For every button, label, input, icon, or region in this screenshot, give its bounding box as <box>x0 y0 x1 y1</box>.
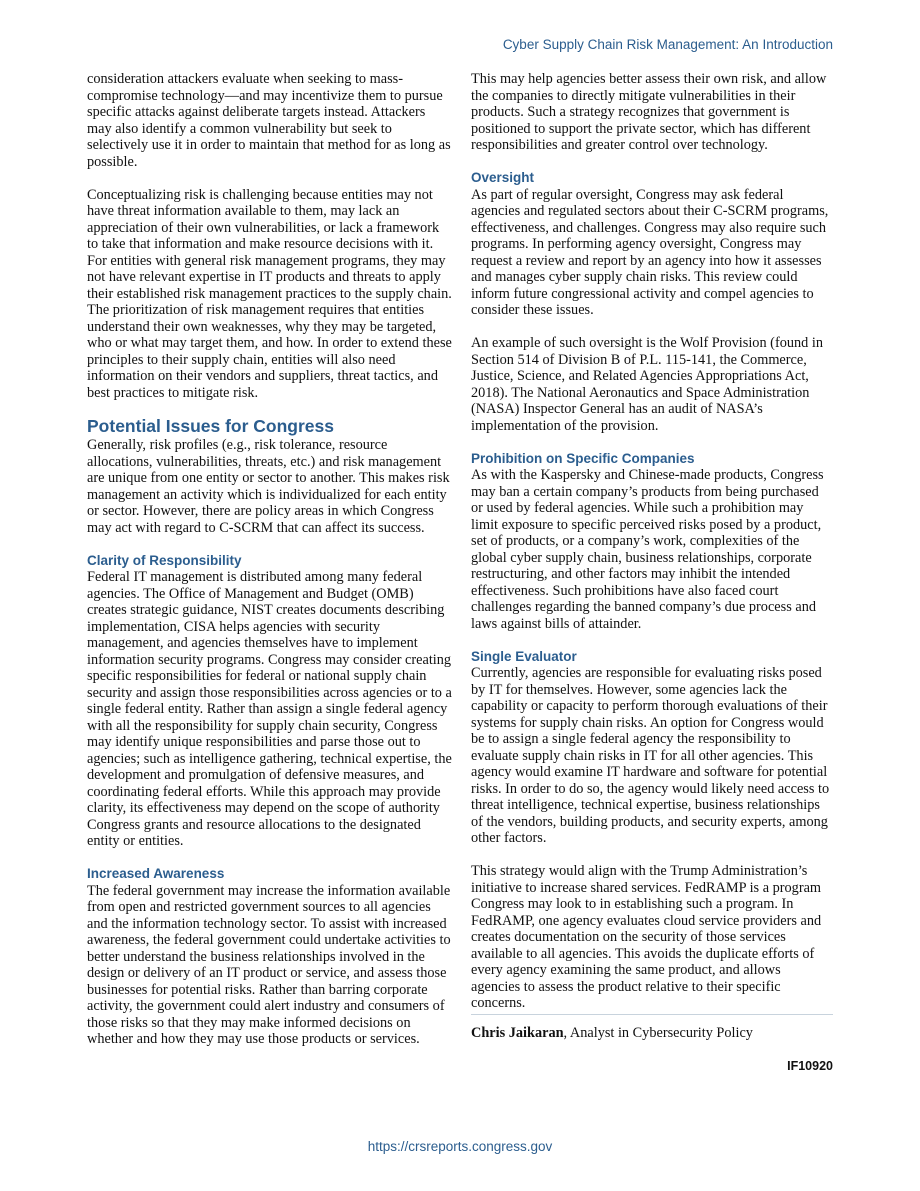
paragraph-oversight: As part of regular oversight, Congress may ask federal agencies and regulated sectors about their C-SCRM programs, effectiveness, and challenges. Congress may also require such programs. In performing agency oversight, Congress may request a review and report by an agency into how it assesses and manages cyber supply chain risks. This review could inform future congressional activity and compel agencies to consider these issues. <box>471 186 829 318</box>
heading-oversight: Oversight <box>471 170 535 185</box>
heading-potential-issues: Potential Issues for Congress <box>87 416 335 436</box>
heading-clarity-of-responsibility: Clarity of Responsibility <box>87 552 242 568</box>
paragraph-wolf-provision: An example of such oversight is the Wolf Provision (found in Section 514 of Division B of P.L. 115-141, the Commerce, Justice, Science, and Related Agencies Appropriations Act, 2018). The National Aeronautics and Space Administration (NASA) Inspector General has an audit of NASA’s implementation of the provision. <box>471 335 823 434</box>
left-column <box>87 71 452 1048</box>
paragraph-shared-services: This strategy would align with the Trump Administration’s initiative to increase shared services. FedRAMP is a program Congress may look to in establishing such a program. In FedRAMP, one agency evaluates cloud service providers and creates documentation on the security of those services available to all agencies. This avoids the duplicate efforts of every agency examining the same product, and allows agencies to assess the product relative to their specific concerns. <box>471 863 822 1011</box>
author-divider <box>471 1014 833 1015</box>
document-id: IF10920 <box>787 1058 833 1073</box>
running-header-title: Cyber Supply Chain Risk Management: An Introduction <box>502 37 833 52</box>
paragraph-awareness: The federal government may increase the information available from open and restricted government sources to all agencies and the information technology sector. To assist with increased awareness, the federal government could undertake activities to better understand the business relationships involved in the design or delivery of an IT product or service, and assess those businesses for potential risks. Rather than barring corporate activity, the government could alert industry and consumers of those risks so that they may make informed decisions on whether and how they may use those products or services. <box>87 882 451 1047</box>
paragraph-continuation: consideration attackers evaluate when seeking to mass-compromise technology—and may incentivize them to pursue specific attacks against deliberate targets instead. Attackers may also identify a common vulnerability but seek to selectively use it in order to maintain that method for as long as possible. <box>87 71 451 170</box>
paragraph-single-evaluator: Currently, agencies are responsible for evaluating risks posed by IT for themselves. However, some agencies lack the capability or capacity to perform thorough evaluations of their systems for supply chain risks. An option for Congress would be to assign a single federal agency the responsibility to evaluate supply chain risks in IT for all other agencies. This agency would examine IT hardware and software for potential risks. In order to do so, the agency would likely need access to threat intelligence, technical expertise, business relationships of the vendors, building products, and security experts, among other factors. <box>471 665 830 846</box>
paragraph-generally: Generally, risk profiles (e.g., risk tolerance, resource allocations, vulnerabilities, threats, etc.) and risk management are unique from one entity or sector to another. This makes risk management an activity which is individualized for each entity or sector. However, there are policy areas in which Congress may act with regard to C-SCRM that can affect its success. <box>87 437 450 536</box>
heading-increased-awareness: Increased Awareness <box>87 866 225 881</box>
author-name: Chris Jaikaran <box>471 1024 564 1041</box>
right-column <box>471 71 833 1074</box>
paragraph-conceptualizing-risk: Conceptualizing risk is challenging because entities may not have threat information available to them, may lack an appreciation of their own vulnerabilities, or lack a framework to take that information and make resource decisions with it. For entities with general risk management programs, they may not have relevant expertise in IT products and threats to apply their established risk management practices to the supply chain. The prioritization of risk management requires that entities understand their own weaknesses, why they may be targeted, who or what may target them, and how. In order to extend these principles to their supply chain, entities will also need information on their vendors and suppliers, threat tactics, and best practices to mitigate risk. <box>87 186 452 401</box>
paragraph-prohibition: As with the Kaspersky and Chinese-made products, Congress may ban a certain company’s products from being purchased or used by federal agencies. While such a prohibition may limit exposure to specific perceived risks posed by a product, set of products, or a company’s work, complexities of the global cyber supply chain, business relationships, corporate restructuring, and other factors may inhibit the intended effectiveness. Such prohibitions have also faced court challenges regarding the banned company’s due process and laws against bills of attainder. <box>471 467 824 632</box>
author-role: , Analyst in Cybersecurity Policy <box>563 1024 753 1041</box>
paragraph-clarity: Federal IT management is distributed among many federal agencies. The Office of Management and Budget (OMB) creates strategic guidance, NIST creates documents describing implementation, CISA helps agencies with security management, and agencies themselves have to implement information security programs. Congress may consider creating specific responsibilities for federal or national supply chain security and assign those responsibilities across agencies or to a single federal entity. Rather than assign a single federal agency with all the responsibility for supply chain security, Congress may identify unique responsibilities and parse those out to agencies; such as intelligence gathering, technical expertise, the development and promulgation of defensive measures, and coordinating federal efforts. While this approach may provide clarity, its effectiveness may depend on the scope of authority Congress grants and resource allocations to the designated entity or entities. <box>87 569 452 849</box>
paragraph-continuation-right: This may help agencies better assess their own risk, and allow the companies to directly mitigate vulnerabilities in their products. Such a strategy recognizes that government is positioned to support the private sector, which has different responsibilities and greater control over technology. <box>471 71 827 153</box>
footer-link[interactable]: https://crsreports.congress.gov <box>367 1139 553 1154</box>
author-line <box>471 1025 833 1042</box>
heading-prohibition: Prohibition on Specific Companies <box>471 450 695 466</box>
heading-single-evaluator: Single Evaluator <box>471 648 577 664</box>
